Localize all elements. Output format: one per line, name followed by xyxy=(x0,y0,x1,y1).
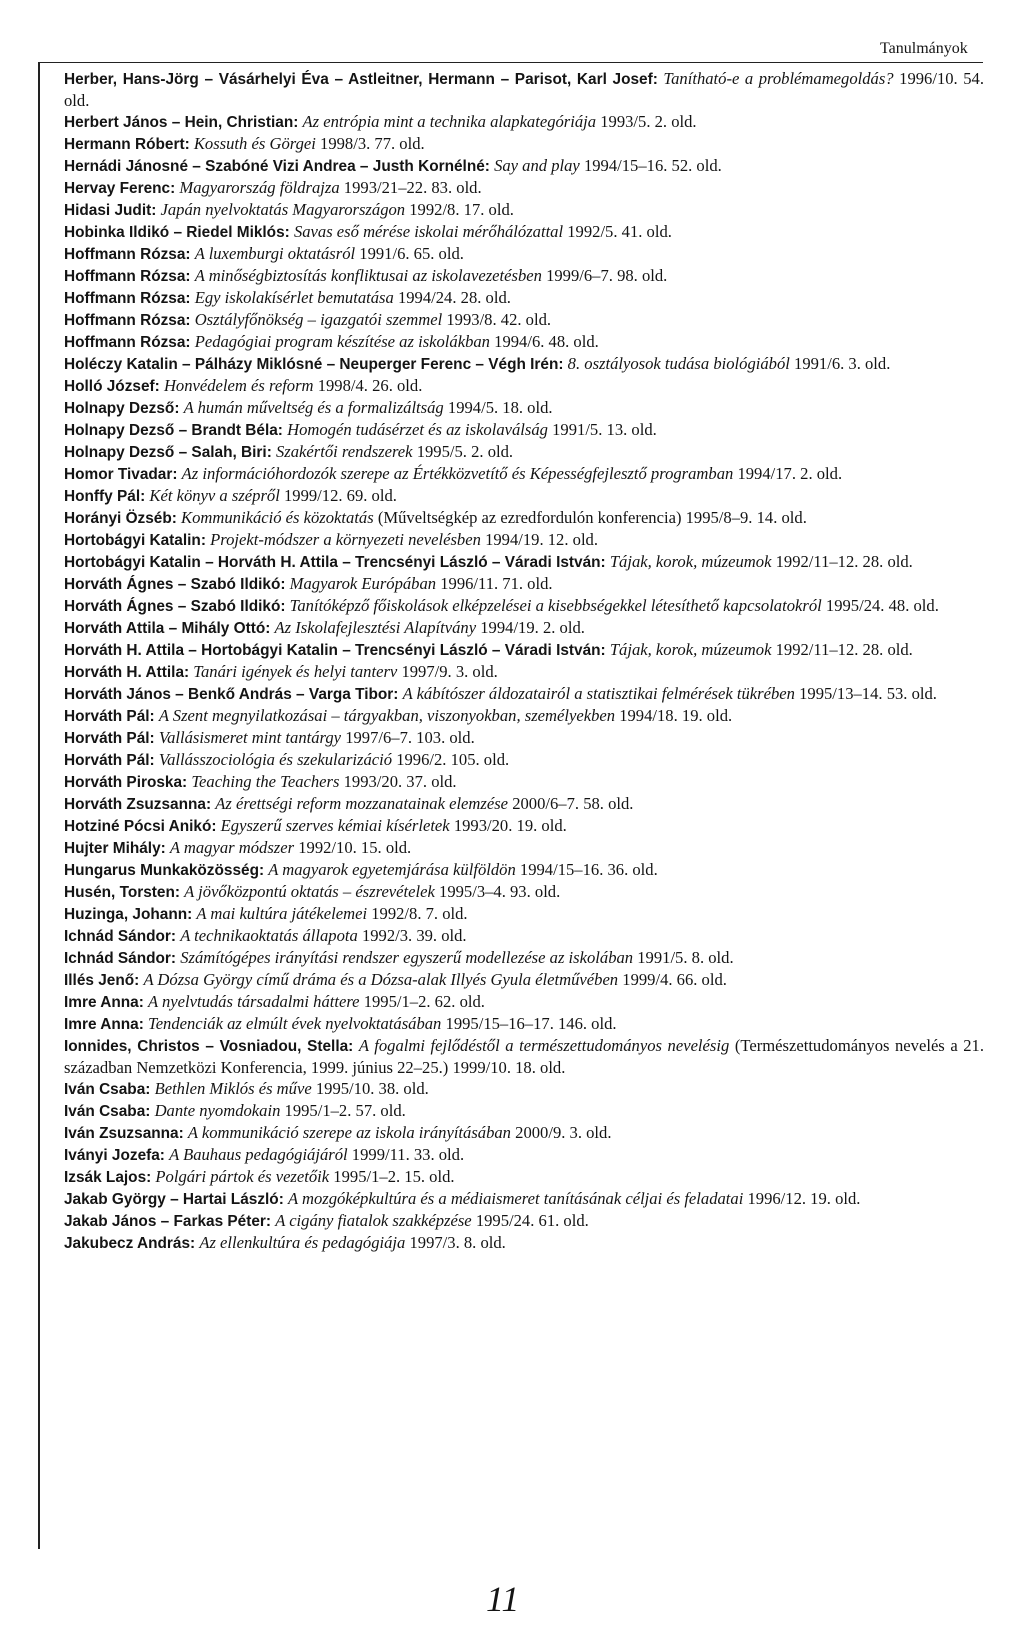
entry-reference: 1999/12. 69. old. xyxy=(283,486,397,505)
entry-title: A humán műveltség és a formalizáltság xyxy=(183,398,444,417)
entry-title: Magyarország földrajza xyxy=(179,178,340,197)
bibliography-entry xyxy=(64,683,984,705)
bibliography-list xyxy=(64,68,984,1254)
bibliography-entry xyxy=(64,485,984,507)
entry-reference: 1998/3. 77. old. xyxy=(320,134,425,153)
bibliography-entry xyxy=(64,287,984,309)
entry-title: Kossuth és Görgei xyxy=(193,134,316,153)
entry-title: Az entrópia mint a technika alapkategóriája xyxy=(302,112,597,131)
entry-author: Horváth Piroska: xyxy=(64,774,188,791)
entry-reference: 1992/3. 39. old. xyxy=(361,926,467,945)
entry-reference: 1996/11. 71. old. xyxy=(440,574,553,593)
bibliography-entry xyxy=(64,727,984,749)
bibliography-entry xyxy=(64,837,984,859)
entry-reference: 1999/11. 33. old. xyxy=(351,1145,465,1164)
entry-reference: 1995/1–2. 57. old. xyxy=(284,1101,406,1120)
bibliography-entry xyxy=(64,573,984,595)
entry-reference: 1994/18. 19. old. xyxy=(619,706,733,725)
entry-reference: 1992/5. 41. old. xyxy=(567,222,672,241)
entry-author: Imre Anna: xyxy=(64,1016,144,1033)
bibliography-entry xyxy=(64,705,984,727)
entry-author: Holnapy Dezső: xyxy=(64,400,180,417)
entry-reference: 1996/2. 105. old. xyxy=(396,750,510,769)
entry-title: Szakértői rendszerek xyxy=(275,442,413,461)
entry-reference: 1993/21–22. 83. old. xyxy=(343,178,482,197)
entry-reference: 1995/1–2. 15. old. xyxy=(333,1167,455,1186)
entry-title: Az érettségi reform mozzanatainak elemzése xyxy=(215,794,509,813)
entry-title: Bethlen Miklós és műve xyxy=(154,1079,312,1098)
entry-reference: 2000/6–7. 58. old. xyxy=(512,794,634,813)
entry-author: Horváth Pál: xyxy=(64,752,155,769)
entry-reference: 1995/10. 38. old. xyxy=(315,1079,429,1098)
bibliography-entry xyxy=(64,661,984,683)
bibliography-entry xyxy=(64,617,984,639)
entry-reference: 1993/20. 19. old. xyxy=(453,816,567,835)
entry-reference: 1991/6. 3. old. xyxy=(794,354,891,373)
entry-author: Hoffmann Rózsa: xyxy=(64,334,191,351)
entry-title: Az ellenkultúra és pedagógiája xyxy=(199,1233,406,1252)
entry-author: Jakab János – Farkas Péter: xyxy=(64,1213,272,1230)
bibliography-entry xyxy=(64,1122,984,1144)
entry-reference: 1995/3–4. 93. old. xyxy=(439,882,561,901)
entry-title: Polgári pártok és vezetőik xyxy=(155,1167,330,1186)
entry-title: Tendenciák az elmúlt évek nyelvoktatásában xyxy=(147,1014,442,1033)
entry-reference: 1997/6–7. 103. old. xyxy=(345,728,475,747)
entry-author: Ionnides, Christos – Vosniadou, Stella: xyxy=(64,1038,354,1055)
bibliography-entry xyxy=(64,815,984,837)
entry-title: Pedagógiai program készítése az iskolákban xyxy=(194,332,490,351)
entry-title: Teaching the Teachers xyxy=(191,772,340,791)
entry-reference: 1994/17. 2. old. xyxy=(737,464,843,483)
entry-reference: 1992/8. 7. old. xyxy=(371,904,468,923)
entry-author: Horváth Zsuzsanna: xyxy=(64,796,212,813)
entry-title: Projekt-módszer a környezeti nevelésben xyxy=(210,530,481,549)
entry-author: Huzinga, Johann: xyxy=(64,906,193,923)
bibliography-entry xyxy=(64,1144,984,1166)
entry-title: A minőségbiztosítás konfliktusai az iskolavezetésben xyxy=(194,266,542,285)
entry-title: Az Iskolafejlesztési Alapítvány xyxy=(274,618,477,637)
entry-author: Horváth János – Benkő András – Varga Tibor: xyxy=(64,686,399,703)
entry-title: Az információhordozók szerepe az Értékközvetítő és Képességfejlesztő programban xyxy=(181,464,734,483)
entry-title: A mozgóképkultúra és a médiaismeret tanításának céljai és feladatai xyxy=(287,1189,744,1208)
entry-author: Hermann Róbert: xyxy=(64,136,190,153)
bibliography-entry xyxy=(64,375,984,397)
bibliography-entry xyxy=(64,111,984,133)
entry-author: Hernádi Jánosné – Szabóné Vizi Andrea – Justh Kornélné: xyxy=(64,158,490,175)
entry-reference: 1994/15–16. 52. old. xyxy=(583,156,722,175)
entry-title: A Szent megnyilatkozásai – tárgyakban, viszonyokban, személyekben xyxy=(158,706,616,725)
entry-reference: 2000/9. 3. old. xyxy=(515,1123,612,1142)
entry-author: Honffy Pál: xyxy=(64,488,146,505)
entry-title: A fogalmi fejlődéstől a természettudományos nevelésig xyxy=(358,1036,730,1055)
bibliography-entry xyxy=(64,595,984,617)
bibliography-entry xyxy=(64,991,984,1013)
entry-reference: 1993/20. 37. old. xyxy=(343,772,457,791)
entry-author: Hungarus Munkaközösség: xyxy=(64,862,265,879)
bibliography-entry xyxy=(64,639,984,661)
entry-title: A technikaoktatás állapota xyxy=(180,926,358,945)
entry-reference: 1994/5. 18. old. xyxy=(447,398,553,417)
bibliography-entry xyxy=(64,155,984,177)
entry-author: Jakab György – Hartai László: xyxy=(64,1191,284,1208)
bibliography-entry xyxy=(64,771,984,793)
bibliography-entry xyxy=(64,177,984,199)
entry-author: Husén, Torsten: xyxy=(64,884,181,901)
entry-author: Hidasi Judit: xyxy=(64,202,157,219)
entry-author: Homor Tivadar: xyxy=(64,466,178,483)
entry-author: Horváth Pál: xyxy=(64,730,155,747)
entry-author: Holnapy Dezső – Brandt Béla: xyxy=(64,422,283,439)
running-header: Tanulmányok xyxy=(880,40,968,57)
entry-author: Hoffmann Rózsa: xyxy=(64,290,191,307)
entry-author: Herber, Hans-Jörg – Vásárhelyi Éva – Astleitner, Hermann – Parisot, Karl Josef: xyxy=(64,71,658,88)
entry-title: A nyelvtudás társadalmi háttere xyxy=(147,992,360,1011)
entry-reference: 1991/5. 8. old. xyxy=(637,948,734,967)
page-number: 11 xyxy=(486,1579,520,1619)
entry-title: A Bauhaus pedagógiájáról xyxy=(169,1145,348,1164)
bibliography-entry xyxy=(64,1078,984,1100)
entry-title: Tájak, korok, múzeumok xyxy=(609,640,772,659)
entry-author: Holnapy Dezső – Salah, Biri: xyxy=(64,444,272,461)
bibliography-entry xyxy=(64,265,984,287)
bibliography-entry xyxy=(64,221,984,243)
entry-author: Hortobágyi Katalin – Horváth H. Attila – Trencsényi László – Váradi István: xyxy=(64,554,606,571)
bibliography-entry xyxy=(64,1035,984,1078)
entry-author: Hoffmann Rózsa: xyxy=(64,312,191,329)
bibliography-entry xyxy=(64,133,984,155)
entry-reference: 1993/5. 2. old. xyxy=(600,112,697,131)
entry-reference: (Természettudományos nevelés a 21. században Nemzetközi Konferencia, 1999. június 22–25.) 1999/10. 18. old. xyxy=(64,1036,985,1077)
bibliography-entry xyxy=(64,749,984,771)
bibliography-entry xyxy=(64,243,984,265)
entry-reference: 1999/4. 66. old. xyxy=(622,970,727,989)
entry-author: Imre Anna: xyxy=(64,994,144,1011)
margin-rule xyxy=(38,62,40,1549)
entry-reference: 1996/10. 54. old. xyxy=(64,69,984,110)
entry-title: Honvédelem és reform xyxy=(163,376,314,395)
entry-author: Hobinka Ildikó – Riedel Miklós: xyxy=(64,224,290,241)
bibliography-entry xyxy=(64,1232,984,1254)
entry-author: Holéczy Katalin – Pálházy Miklósné – Neuperger Ferenc – Végh Irén: xyxy=(64,356,564,373)
entry-title: Vallásszociológia és szekularizáció xyxy=(158,750,393,769)
bibliography-entry xyxy=(64,331,984,353)
entry-title: Tanítóképző főiskolások elképzelései a kisebbségekkel létesíthető kapcsolatokról xyxy=(289,596,822,615)
entry-reference: 1994/6. 48. old. xyxy=(494,332,599,351)
bibliography-entry xyxy=(64,925,984,947)
entry-author: Illés Jenő: xyxy=(64,972,140,989)
entry-title: Magyarok Európában xyxy=(289,574,437,593)
entry-reference: 1997/3. 8. old. xyxy=(409,1233,506,1252)
entry-author: Horváth Pál: xyxy=(64,708,155,725)
entry-author: Hoffmann Rózsa: xyxy=(64,246,191,263)
entry-reference: 1996/12. 19. old. xyxy=(747,1189,861,1208)
entry-reference: 1991/5. 13. old. xyxy=(552,420,657,439)
entry-reference: 1994/24. 28. old. xyxy=(397,288,511,307)
entry-reference: 1994/19. 2. old. xyxy=(480,618,585,637)
bibliography-entry xyxy=(64,793,984,815)
bibliography-entry xyxy=(64,969,984,991)
entry-reference: 1992/11–12. 28. old. xyxy=(775,552,913,571)
entry-author: Hervay Ferenc: xyxy=(64,180,176,197)
entry-title: Savas eső mérése iskolai mérőhálózattal xyxy=(293,222,564,241)
bibliography-entry xyxy=(64,1188,984,1210)
bibliography-entry xyxy=(64,309,984,331)
bibliography-entry xyxy=(64,551,984,573)
entry-title: A cigány fiatalok szakképzése xyxy=(275,1211,472,1230)
entry-author: Ichnád Sándor: xyxy=(64,950,177,967)
entry-reference: 1992/8. 17. old. xyxy=(409,200,514,219)
entry-title: A luxemburgi oktatásról xyxy=(194,244,356,263)
entry-author: Horváth H. Attila: xyxy=(64,664,190,681)
entry-author: Izsák Lajos: xyxy=(64,1169,152,1186)
entry-author: Iványi Jozefa: xyxy=(64,1147,165,1164)
entry-reference: (Műveltségkép az ezredfordulón konferencia) 1995/8–9. 14. old. xyxy=(377,508,807,527)
entry-title: A kommunikáció szerepe az iskola irányításában xyxy=(187,1123,511,1142)
entry-author: Hujter Mihály: xyxy=(64,840,166,857)
entry-reference: 1999/6–7. 98. old. xyxy=(546,266,668,285)
entry-title: Japán nyelvoktatás Magyarországon xyxy=(160,200,406,219)
entry-author: Jakubecz András: xyxy=(64,1235,196,1252)
entry-author: Hortobágyi Katalin: xyxy=(64,532,206,549)
entry-title: A magyarok egyetemjárása külföldön xyxy=(268,860,516,879)
entry-title: A magyar módszer xyxy=(169,838,295,857)
entry-title: 8. osztályosok tudása biológiából xyxy=(567,354,790,373)
entry-title: Homogén tudásérzet és az iskolaválság xyxy=(287,420,548,439)
entry-author: Iván Csaba: xyxy=(64,1081,151,1098)
entry-author: Horváth H. Attila – Hortobágyi Katalin – Trencsényi László – Váradi István: xyxy=(64,642,606,659)
entry-author: Horányi Özséb: xyxy=(64,510,177,527)
entry-title: Egy iskolakísérlet bemutatása xyxy=(194,288,394,307)
entry-author: Ichnád Sándor: xyxy=(64,928,177,945)
entry-author: Horváth Attila – Mihály Ottó: xyxy=(64,620,271,637)
entry-author: Horváth Ágnes – Szabó Ildikó: xyxy=(64,576,286,593)
entry-title: Tájak, korok, múzeumok xyxy=(609,552,772,571)
entry-reference: 1995/15–16–17. 146. old. xyxy=(445,1014,617,1033)
bibliography-entry xyxy=(64,1210,984,1232)
entry-author: Hoffmann Rózsa: xyxy=(64,268,191,285)
bibliography-entry xyxy=(64,397,984,419)
bibliography-entry xyxy=(64,199,984,221)
bibliography-entry xyxy=(64,441,984,463)
entry-author: Horváth Ágnes – Szabó Ildikó: xyxy=(64,598,286,615)
bibliography-entry xyxy=(64,1100,984,1122)
bibliography-entry xyxy=(64,881,984,903)
entry-title: Tanári igények és helyi tanterv xyxy=(193,662,398,681)
entry-title: Vallásismeret mint tantárgy xyxy=(158,728,342,747)
entry-title: A kábítószer áldozatairól a statisztikai felmérések tükrében xyxy=(402,684,795,703)
entry-reference: 1995/24. 61. old. xyxy=(475,1211,589,1230)
header-rule xyxy=(38,62,983,63)
entry-reference: 1994/15–16. 36. old. xyxy=(519,860,658,879)
entry-author: Iván Zsuzsanna: xyxy=(64,1125,184,1142)
entry-reference: 1995/13–14. 53. old. xyxy=(799,684,937,703)
bibliography-entry xyxy=(64,529,984,551)
entry-title: A Dózsa György című dráma és a Dózsa-alak Illyés Gyula életművében xyxy=(143,970,619,989)
bibliography-entry xyxy=(64,903,984,925)
entry-title: Számítógépes irányítási rendszer egyszerű modellezése az iskolában xyxy=(180,948,634,967)
entry-reference: 1997/9. 3. old. xyxy=(401,662,498,681)
entry-title: Két könyv a szépről xyxy=(149,486,280,505)
bibliography-entry xyxy=(64,859,984,881)
bibliography-entry xyxy=(64,1013,984,1035)
entry-title: A jövőközpontú oktatás – észrevételek xyxy=(184,882,435,901)
bibliography-entry xyxy=(64,947,984,969)
entry-reference: 1995/1–2. 62. old. xyxy=(363,992,485,1011)
entry-reference: 1994/19. 12. old. xyxy=(485,530,598,549)
entry-reference: 1998/4. 26. old. xyxy=(317,376,423,395)
entry-title: Say and play xyxy=(494,156,580,175)
bibliography-entry xyxy=(64,1166,984,1188)
bibliography-entry xyxy=(64,353,984,375)
entry-author: Iván Csaba: xyxy=(64,1103,151,1120)
entry-reference: 1995/24. 48. old. xyxy=(825,596,939,615)
entry-reference: 1992/10. 15. old. xyxy=(298,838,412,857)
entry-title: Osztályfőnökség – igazgatói szemmel xyxy=(194,310,443,329)
entry-title: Dante nyomdokain xyxy=(154,1101,281,1120)
bibliography-entry xyxy=(64,463,984,485)
entry-title: A mai kultúra játékelemei xyxy=(196,904,368,923)
entry-title: Kommunikáció és közoktatás xyxy=(181,508,374,527)
bibliography-entry xyxy=(64,419,984,441)
bibliography-entry xyxy=(64,68,984,111)
bibliography-entry xyxy=(64,507,984,529)
entry-reference: 1992/11–12. 28. old. xyxy=(775,640,913,659)
entry-reference: 1995/5. 2. old. xyxy=(416,442,514,461)
entry-author: Hotziné Pócsi Anikó: xyxy=(64,818,217,835)
entry-author: Holló József: xyxy=(64,378,160,395)
entry-author: Herbert János – Hein, Christian: xyxy=(64,114,299,131)
entry-title: Egyszerű szerves kémiai kísérletek xyxy=(220,816,450,835)
entry-reference: 1991/6. 65. old. xyxy=(359,244,464,263)
entry-reference: 1993/8. 42. old. xyxy=(446,310,552,329)
entry-title: Tanítható-e a problémamegoldás? xyxy=(663,69,894,88)
